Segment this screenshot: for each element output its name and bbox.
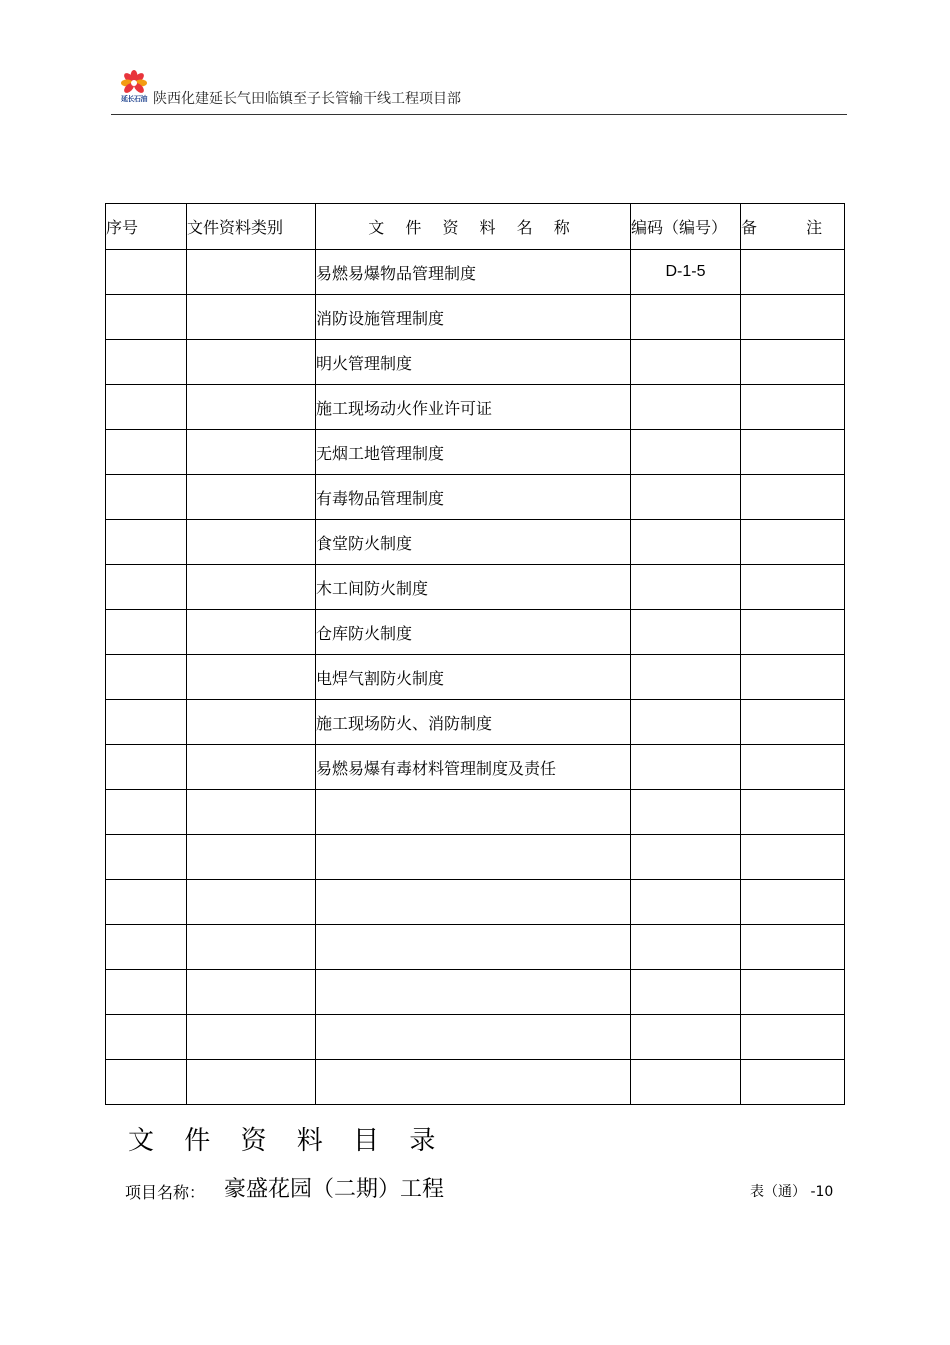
table-row — [106, 520, 845, 565]
cell-code — [631, 790, 741, 835]
cell-note — [741, 520, 845, 565]
table-row — [106, 295, 845, 340]
table-row — [106, 835, 845, 880]
cell-note — [741, 880, 845, 925]
table-row — [106, 700, 845, 745]
header-code: 编码（编号） — [631, 204, 741, 250]
cell-code: D-1-5 — [631, 250, 741, 295]
cell-name: 有毒物品管理制度 — [316, 475, 631, 520]
cell-seq — [106, 295, 187, 340]
cell-note — [741, 835, 845, 880]
table-row — [106, 925, 845, 970]
cell-note — [741, 295, 845, 340]
cell-code — [631, 835, 741, 880]
cell-seq — [106, 250, 187, 295]
cell-code — [631, 880, 741, 925]
cell-code — [631, 520, 741, 565]
cell-name — [316, 880, 631, 925]
cell-name — [316, 790, 631, 835]
table-row — [106, 1015, 845, 1060]
header-name: 文 件 资 料 名 称 — [316, 204, 631, 250]
cell-category — [187, 700, 316, 745]
table-row — [106, 655, 845, 700]
table-row — [106, 745, 845, 790]
cell-seq — [106, 1015, 187, 1060]
cell-seq — [106, 565, 187, 610]
cell-note — [741, 925, 845, 970]
cell-seq — [106, 745, 187, 790]
form-number: 表（通） -10 — [750, 1184, 834, 1200]
cell-name — [316, 925, 631, 970]
table-row — [106, 475, 845, 520]
cell-seq — [106, 475, 187, 520]
cell-seq — [106, 655, 187, 700]
project-name: 豪盛花园（二期）工程 — [224, 1177, 445, 1202]
cell-note — [741, 475, 845, 520]
cell-category — [187, 925, 316, 970]
cell-name: 施工现场防火、消防制度 — [316, 700, 631, 745]
cell-category — [187, 970, 316, 1015]
flower-logo-icon — [113, 70, 155, 108]
table-row — [106, 970, 845, 1015]
cell-note — [741, 430, 845, 475]
cell-name: 仓库防火制度 — [316, 610, 631, 655]
cell-category — [187, 340, 316, 385]
cell-note — [741, 340, 845, 385]
cell-code — [631, 295, 741, 340]
cell-code — [631, 430, 741, 475]
cell-category — [187, 520, 316, 565]
table-header-row — [106, 204, 845, 250]
cell-note — [741, 745, 845, 790]
cell-note — [741, 655, 845, 700]
cell-note — [741, 970, 845, 1015]
cell-seq — [106, 790, 187, 835]
cell-seq — [106, 610, 187, 655]
cell-code — [631, 925, 741, 970]
cell-seq — [106, 340, 187, 385]
cell-name — [316, 1060, 631, 1105]
header-category: 文件资料类别 — [187, 204, 316, 250]
cell-seq — [106, 520, 187, 565]
cell-category — [187, 250, 316, 295]
cell-note — [741, 610, 845, 655]
cell-seq — [106, 700, 187, 745]
cell-category — [187, 745, 316, 790]
cell-code — [631, 565, 741, 610]
table-row — [106, 385, 845, 430]
cell-name — [316, 970, 631, 1015]
header-seq: 序号 — [106, 204, 187, 250]
cell-note — [741, 565, 845, 610]
cell-seq — [106, 835, 187, 880]
page-header — [111, 68, 847, 115]
cell-category — [187, 430, 316, 475]
cell-code — [631, 1060, 741, 1105]
cell-code — [631, 340, 741, 385]
cell-name: 明火管理制度 — [316, 340, 631, 385]
cell-category — [187, 1015, 316, 1060]
document-index-table — [105, 203, 845, 1105]
cell-note — [741, 790, 845, 835]
cell-name: 无烟工地管理制度 — [316, 430, 631, 475]
cell-category — [187, 835, 316, 880]
cell-category — [187, 1060, 316, 1105]
cell-category — [187, 655, 316, 700]
cell-seq — [106, 1060, 187, 1105]
cell-seq — [106, 385, 187, 430]
org-name: 陕西化建延长气田临镇至子长管输干线工程项目部 — [153, 91, 461, 107]
cell-name: 电焊气割防火制度 — [316, 655, 631, 700]
cell-category — [187, 565, 316, 610]
cell-seq — [106, 925, 187, 970]
cell-name: 消防设施管理制度 — [316, 295, 631, 340]
cell-name: 易燃易爆有毒材料管理制度及责任 — [316, 745, 631, 790]
cell-code — [631, 700, 741, 745]
table-row — [106, 340, 845, 385]
cell-name: 易燃易爆物品管理制度 — [316, 250, 631, 295]
table-row — [106, 565, 845, 610]
table-row — [106, 790, 845, 835]
document-title: 文 件 资 料 目 录 — [128, 1126, 447, 1156]
cell-note — [741, 700, 845, 745]
header-note: 备 注 — [741, 204, 845, 250]
cell-category — [187, 295, 316, 340]
table-row — [106, 880, 845, 925]
cell-code — [631, 1015, 741, 1060]
cell-note — [741, 385, 845, 430]
cell-name: 木工间防火制度 — [316, 565, 631, 610]
table-row — [106, 250, 845, 295]
cell-name: 食堂防火制度 — [316, 520, 631, 565]
cell-note — [741, 250, 845, 295]
cell-seq — [106, 970, 187, 1015]
cell-code — [631, 655, 741, 700]
cell-note — [741, 1060, 845, 1105]
project-label: 项目名称： — [125, 1183, 206, 1202]
cell-name — [316, 835, 631, 880]
cell-category — [187, 790, 316, 835]
cell-category — [187, 880, 316, 925]
cell-code — [631, 970, 741, 1015]
cell-code — [631, 475, 741, 520]
cell-seq — [106, 880, 187, 925]
cell-category — [187, 610, 316, 655]
table-row — [106, 430, 845, 475]
cell-name — [316, 1015, 631, 1060]
table-body — [106, 250, 845, 1105]
cell-category — [187, 385, 316, 430]
logo-text: 延长石油 — [121, 95, 147, 103]
cell-note — [741, 1015, 845, 1060]
table-row — [106, 1060, 845, 1105]
cell-category — [187, 475, 316, 520]
cell-name: 施工现场动火作业许可证 — [316, 385, 631, 430]
cell-code — [631, 610, 741, 655]
cell-code — [631, 745, 741, 790]
table-row — [106, 610, 845, 655]
cell-seq — [106, 430, 187, 475]
cell-code — [631, 385, 741, 430]
